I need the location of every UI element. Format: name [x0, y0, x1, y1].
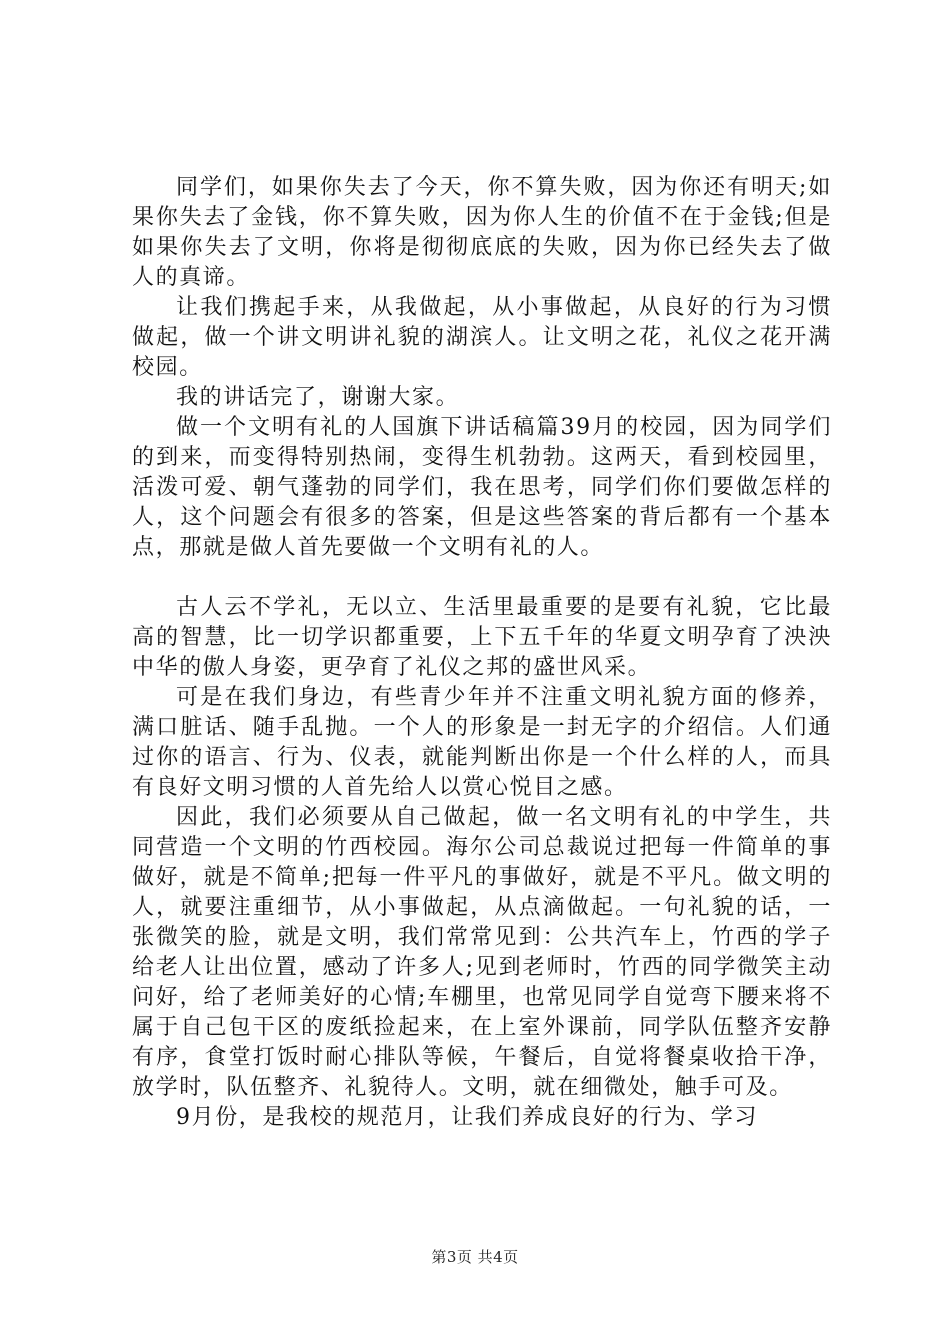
paragraph-2: 让我们携起手来，从我做起，从小事做起，从良好的行为习惯做起，做一个讲文明讲礼貌的湖滨人。让文明之花，礼仪之花开满校园。: [132, 295, 832, 380]
paragraph-8: 9月份，是我校的规范月，让我们养成良好的行为、学习: [176, 1105, 758, 1130]
paragraph-7: 因此，我们必须要从自己做起，做一名文明有礼的中学生，共同营造一个文明的竹西校园。海尔公司总裁说过把每一件简单的事做好，就是不简单;把每一件平凡的事做好，就是不平凡。做文明的人，就要注重细节，从小事做起，从点滴做起。一句礼貌的话，一张微笑的脸，就是文明，我们常常见到：公共汽车上，竹西的学子给老人让出位置，感动了许多人;见到老师时，竹西的同学微笑主动问好，给了老师美好的心情;车棚里，也常见同学自觉弯下腰来将不属于自己包干区的废纸捡起来，在上室外课前，同学队伍整齐安静有序，食堂打饭时耐心排队等候，午餐后，自觉将餐桌收拾干净，放学时，队伍整齐、礼貌待人。文明，就在细微处，触手可及。: [132, 805, 832, 1100]
page-footer: 第3页 共4页: [431, 1248, 519, 1266]
paragraph-6: 可是在我们身边，有些青少年并不注重文明礼貌方面的修养，满口脏话、随手乱抛。一个人的形象是一封无字的介绍信。人们通过你的语言、行为、仪表，就能判断出你是一个什么样的人，而具有良好文明习惯的人首先给人以赏心悦目之感。: [132, 685, 832, 800]
paragraph-3: 我的讲话完了，谢谢大家。: [176, 385, 460, 410]
paragraph-5: 古人云不学礼，无以立、生活里最重要的是要有礼貌，它比最高的智慧，比一切学识都重要，上下五千年的华夏文明孕育了泱泱中华的傲人身姿，更孕育了礼仪之邦的盛世风采。: [132, 595, 832, 680]
paragraph-1: 同学们，如果你失去了今天，你不算失败，因为你还有明天;如果你失去了金钱，你不算失败，因为你人生的价值不在于金钱;但是如果你失去了文明，你将是彻彻底底的失败，因为你已经失去了做人的真谛。: [132, 175, 832, 290]
document-body: [132, 173, 832, 1133]
paragraph-4: 做一个文明有礼的人国旗下讲话稿篇39月的校园，因为同学们的到来，而变得特别热闹，变得生机勃勃。这两天，看到校园里，活泼可爱、朝气蓬勃的同学们，我在思考，同学们你们要做怎样的人，这个问题会有很多的答案，但是这些答案的背后都有一个基本点，那就是做人首先要做一个文明有礼的人。: [132, 415, 832, 560]
